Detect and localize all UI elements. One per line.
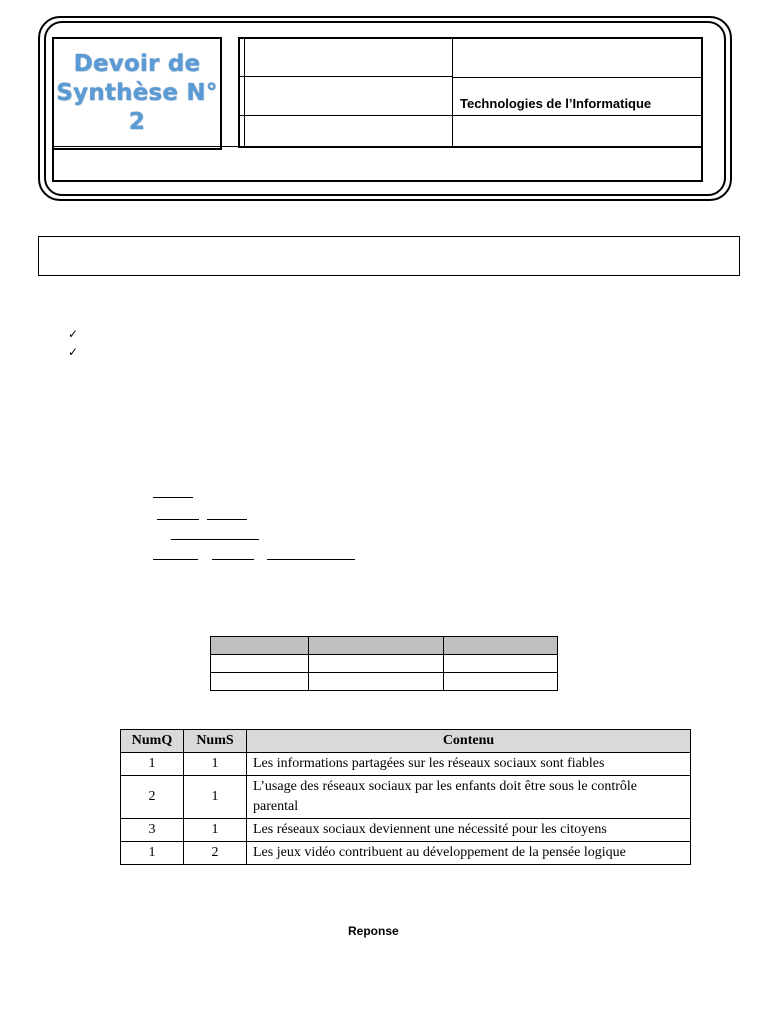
table-cell — [309, 655, 444, 673]
subject-label: Technologies de l’Informatique — [460, 96, 652, 111]
header-info-grid — [238, 37, 703, 148]
table-cell — [211, 673, 309, 691]
table-cell — [211, 655, 309, 673]
grid-divider — [452, 115, 701, 116]
answer-blank — [153, 497, 193, 498]
column-header-contenu: Contenu — [247, 730, 691, 753]
cell-nums: 2 — [184, 842, 247, 865]
questions-table — [120, 729, 691, 865]
answer-blank — [153, 559, 198, 560]
table-cell — [444, 673, 558, 691]
grid-divider — [240, 76, 452, 77]
cell-nums: 1 — [184, 776, 247, 819]
grid-divider — [452, 77, 701, 78]
answer-blank — [207, 519, 247, 520]
table-cell — [444, 655, 558, 673]
cell-nums: 1 — [184, 819, 247, 842]
answer-blank — [157, 519, 199, 520]
checkmark-icon: ✓ — [68, 327, 79, 341]
exam-title-box — [52, 37, 222, 150]
table-row — [211, 655, 558, 673]
table-row — [121, 819, 691, 842]
checkmark-icon: ✓ — [68, 345, 79, 359]
cell-contenu: L’usage des réseaux sociaux par les enfants doit être sous le contrôle parental — [247, 776, 691, 819]
header-bottom-row — [52, 146, 703, 182]
cell-numq: 2 — [121, 776, 184, 819]
table-row — [121, 842, 691, 865]
cell-numq: 3 — [121, 819, 184, 842]
cell-contenu: Les réseaux sociaux deviennent une nécessité pour les citoyens — [247, 819, 691, 842]
instructions-banner — [38, 236, 740, 276]
grid-divider — [240, 115, 452, 116]
table-row — [211, 673, 558, 691]
table-row — [121, 753, 691, 776]
answer-blank — [171, 539, 259, 540]
exam-title-line-2: Synthèse N° — [56, 80, 218, 106]
cell-numq: 1 — [121, 842, 184, 865]
table-cell — [444, 637, 558, 655]
table-cell — [309, 673, 444, 691]
reponse-label: Reponse — [348, 924, 399, 938]
answer-blank — [267, 559, 355, 560]
column-header-nums: NumS — [184, 730, 247, 753]
grid-divider — [244, 39, 245, 146]
exam-title — [56, 50, 217, 137]
table-cell — [211, 637, 309, 655]
cell-contenu: Les informations partagées sur les réseaux sociaux sont fiables — [247, 753, 691, 776]
cell-numq: 1 — [121, 753, 184, 776]
exam-title-line-3: 2 — [128, 109, 146, 135]
table-cell — [309, 637, 444, 655]
cell-contenu: Les jeux vidéo contribuent au développement de la pensée logique — [247, 842, 691, 865]
cell-nums: 1 — [184, 753, 247, 776]
answer-blank — [212, 559, 254, 560]
exam-title-line-1: Devoir de — [73, 51, 201, 77]
empty-table — [210, 636, 558, 691]
table-row — [121, 776, 691, 819]
table-header-row — [121, 730, 691, 753]
table-header-row — [211, 637, 558, 655]
column-header-numq: NumQ — [121, 730, 184, 753]
grid-divider — [452, 39, 453, 146]
